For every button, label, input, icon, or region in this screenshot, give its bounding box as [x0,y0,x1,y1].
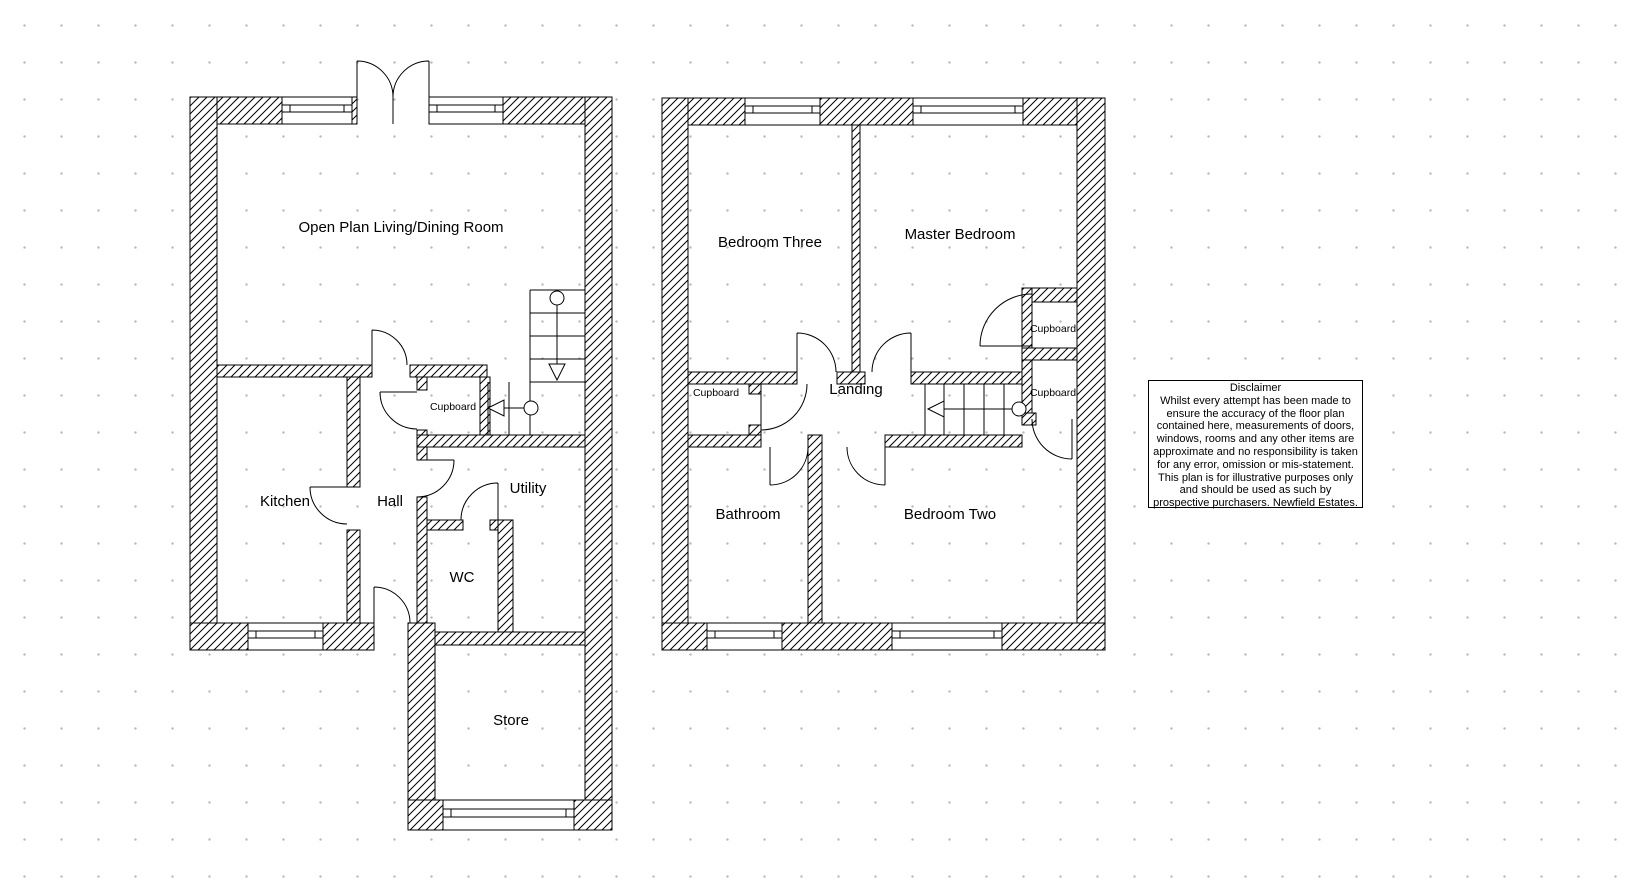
room-label-bedroom-two: Bedroom Two [903,506,997,523]
ground-floor-stairs [488,290,585,435]
first-floor-interior-walls [688,125,1077,623]
landing-cupboard-door [761,384,807,430]
ground-floor-doors [310,61,498,623]
room-label-living: Open Plan Living/Dining Room [298,219,504,236]
first-floor-stairs [925,384,1026,435]
ground-floor-room-labels [260,219,547,729]
hall-rear-door [374,587,410,623]
stair-start-circle [524,401,538,415]
room-label-cupboard-left: Cupboard [692,387,740,399]
master-bedroom-window [913,98,1023,125]
ground-floor-exterior-walls [190,97,612,830]
kitchen-door [310,487,347,524]
stair-start-circle [1012,402,1026,416]
room-label-cupboard: Cupboard [429,401,477,413]
bedroom-three-window [745,98,820,125]
ground-floor-plan [190,61,612,830]
wc-door [461,483,498,520]
living-room-window-left [282,97,352,124]
room-label-store: Store [493,712,529,729]
room-label-cupboard-master: Cupboard [1029,323,1077,335]
master-bedroom-door [872,333,911,372]
utility-door [417,460,454,497]
bedroom-two-window [892,623,1002,650]
cupboard-door [380,392,417,429]
stairs-cupboard-door [1032,419,1072,459]
room-label-kitchen: Kitchen [259,493,311,510]
disclaimer-box [1148,380,1363,508]
store-window [443,800,574,830]
living-room-door [372,330,407,365]
room-label-utility: Utility [509,480,547,497]
room-label-hall: Hall [377,493,403,510]
first-floor-plan [662,98,1105,650]
disclaimer-title: Disclaimer [1229,382,1282,394]
room-label-bathroom: Bathroom [715,506,781,523]
bathroom-door [770,447,808,485]
stair-down-arrow [549,364,565,380]
stair-left-arrow [928,401,944,417]
disclaimer-body: Whilst every attempt has been made to ensure the accuracy of the floor plan contained here, measurements of doors, windows, rooms and any other items are approximate and no responsibility is taken for any error, omission or mis-statement. This plan is for illustrative purposes only and should be used as such by prospective purchasers. Newfield Estates. [1153,394,1358,510]
kitchen-window [248,623,323,650]
bathroom-window [707,623,782,650]
french-doors [357,61,429,124]
stair-start-circle [550,291,564,305]
room-label-bedroom-three: Bedroom Three [718,234,822,251]
bedroom-three-door [797,333,836,372]
room-label-master-bedroom: Master Bedroom [904,226,1016,243]
room-label-wc: WC [449,569,475,586]
room-label-cupboard-stairs: Cupboard [1029,387,1077,399]
living-room-window-right [429,97,503,124]
bedroom-two-door [847,447,885,485]
room-label-landing: Landing [829,381,883,398]
